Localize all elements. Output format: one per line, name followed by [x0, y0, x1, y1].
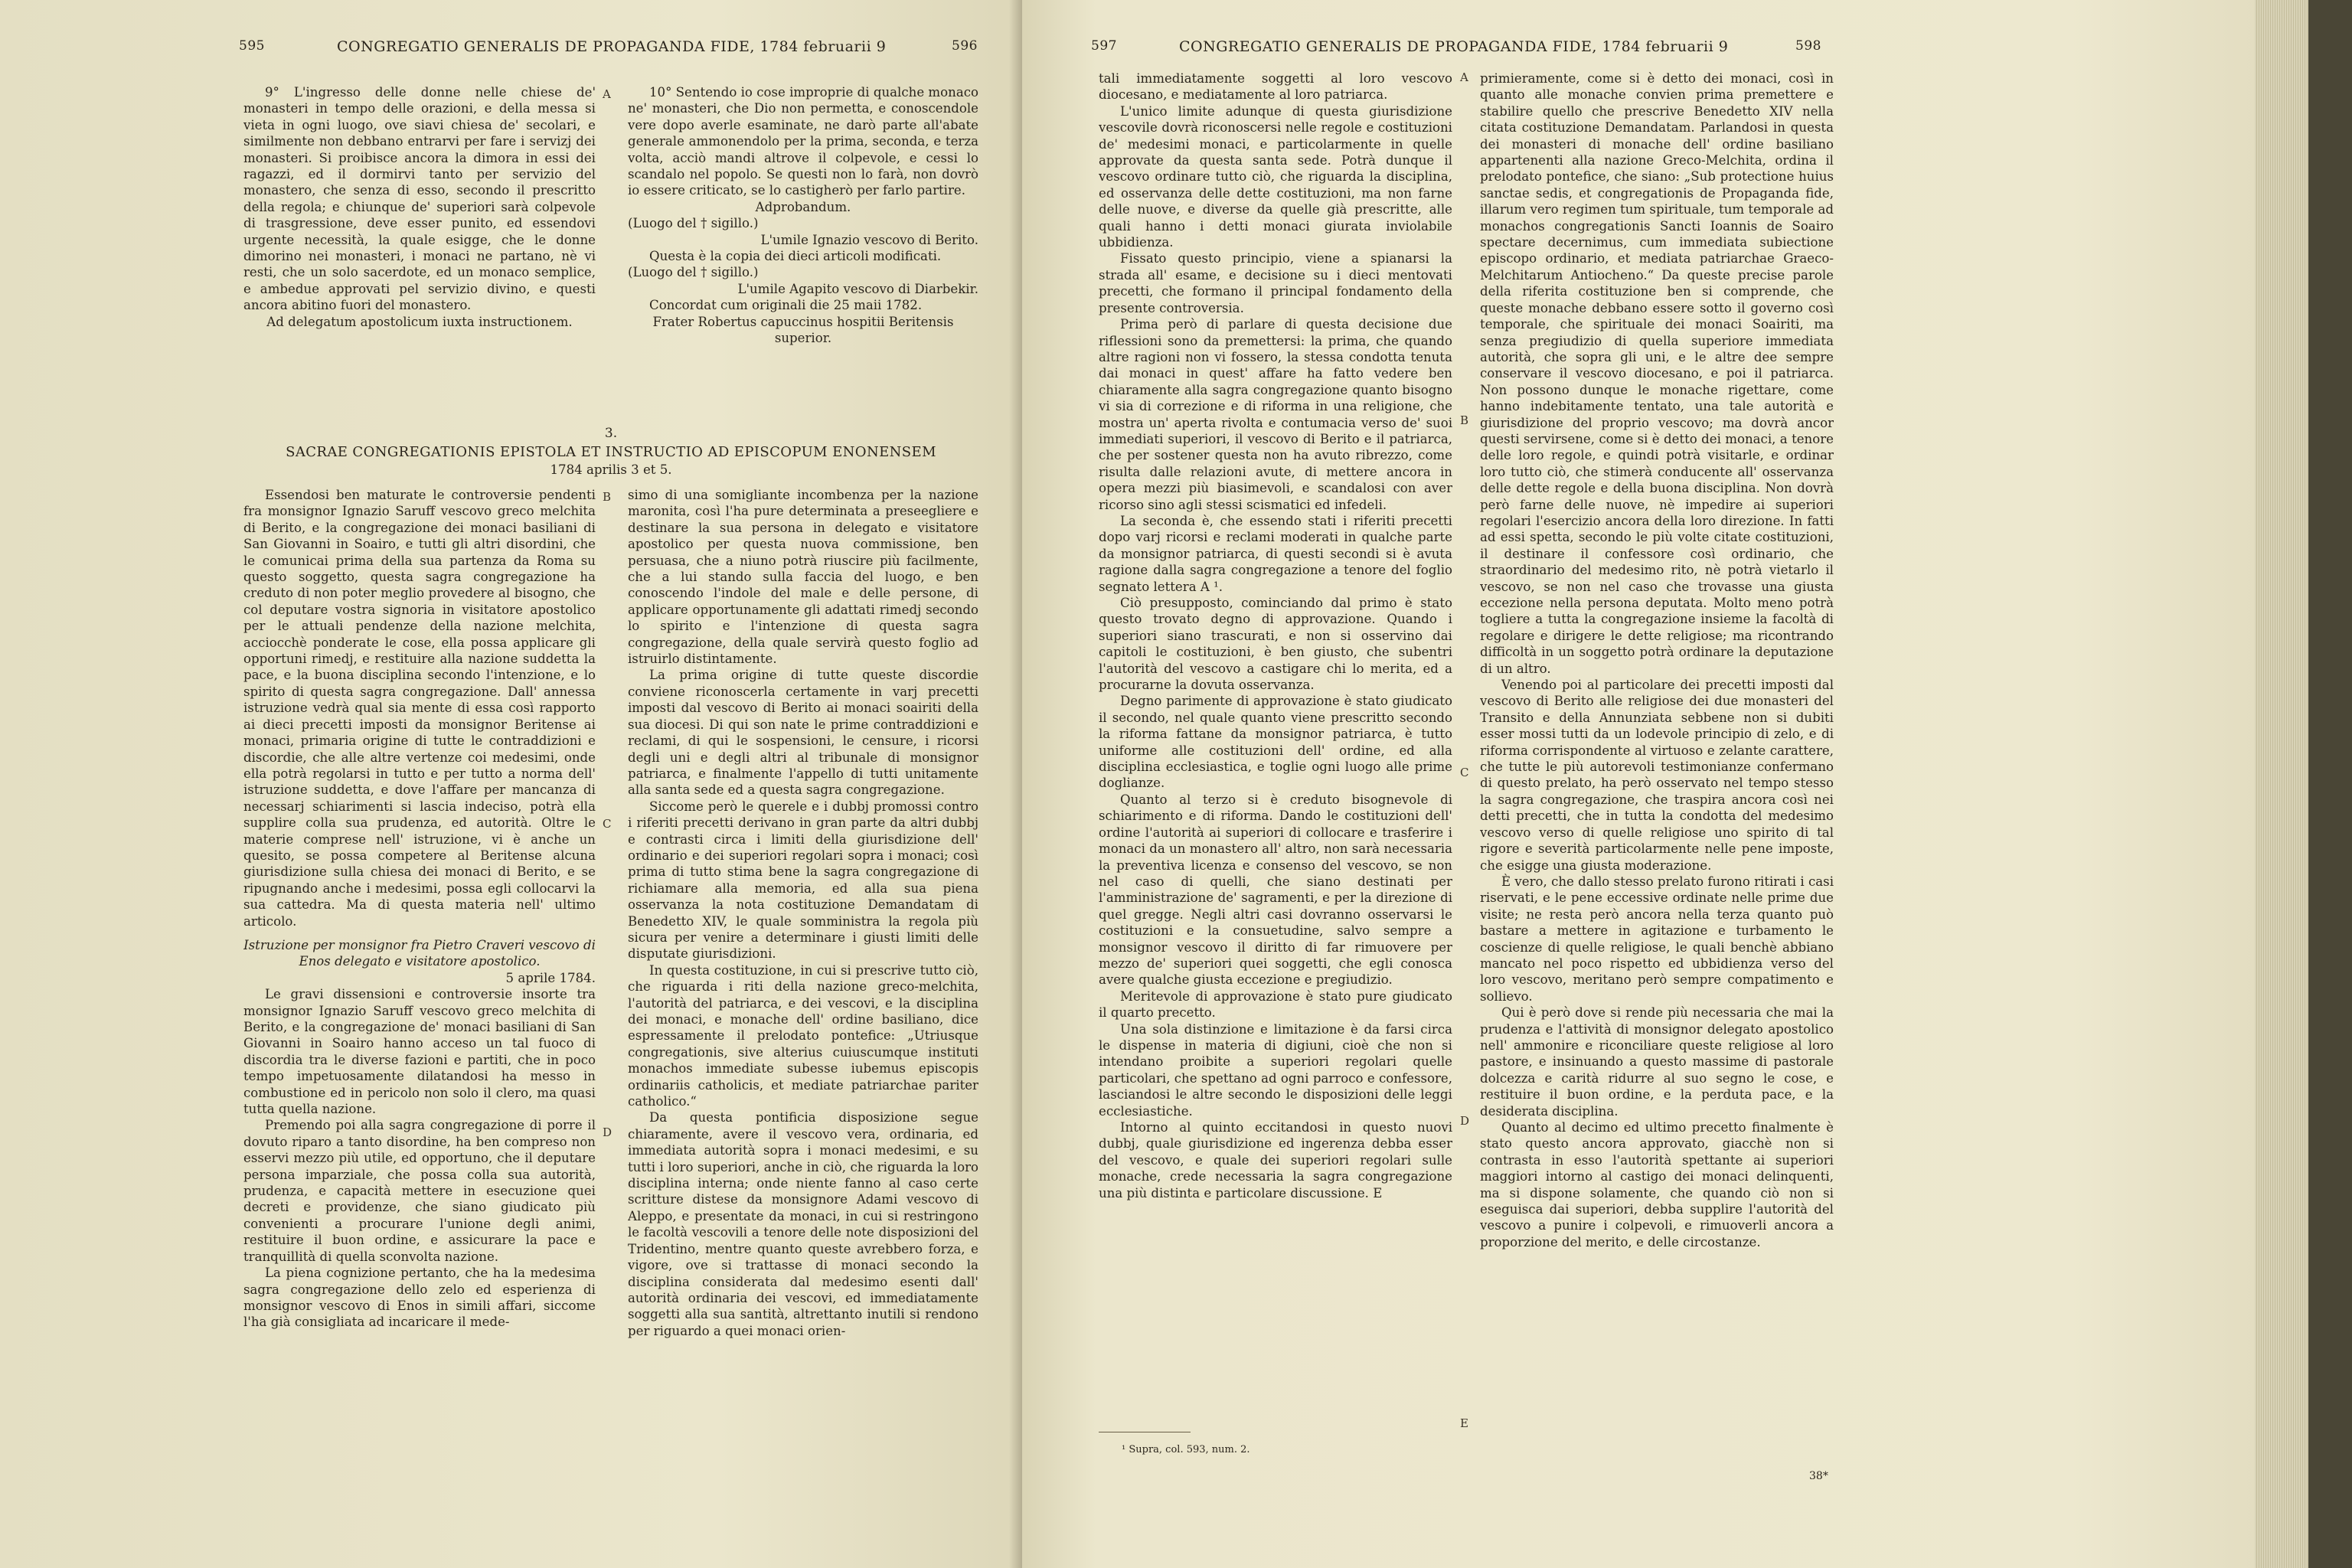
paragraph: Una sola distinzione e limitazione è da farsi circa le dispense in materia di digiuni, cioè che non si intendano proibite a superiori regolari quelle particolari, che spettano ad ogni parroco e confessore, lasciandosi le altre secondo le disposizioni delle leggi ecclesiastiche.: [1099, 1021, 1452, 1119]
running-title: CONGREGATIO GENERALIS DE PROPAGANDA FIDE, 1784 februarii 9: [1179, 38, 1729, 55]
book-page-edges: [2255, 0, 2308, 1568]
paragraph: primieramente, come si è detto dei monaci, così in quanto alle monache convien prima premettere e stabilire quello che prescrive Benedetto XIV nella citata costituzione Demandatam. Parlandosi in questa dei monasteri di monache dell' ordine basiliano appartenenti alla nazione Greco-Melchita, ordina il prelodato pontefice, che siano: „Sub protectione huius sanctae sedis, et congregationis de Propaganda fide, illarum vero regimen tum spirituale, tum temporale ad monachos congregationis Sancti Ioannis de Soairo spectare decernimus, cum immediata subiectione episcopo ordinario, et mediata patriarchae Graeco-Melchitarum Antiocheno.“ Da queste precise parole della riferita costituzione ben si comprende, che queste monache debbano essere sotto il governo così temporale, che spirituale dei monaci Soairiti, ma senza pregiudizio di quella superiore immediata autorità, che sopra gli uni, e le altre dee sempre conservare il vescovo diocesano, e poi il patriarca. Non possono dunque le monache rigettare, come hanno indebitamente tentato, una tale autorità e giurisdizione del proprio vescovo; ma dovrà ancor questi servirsene, come si è detto dei monaci, a tenore delle loro regole, e quindi potrà visitarle, e ordinar loro tutto ciò, che stimerà conducente all' osservanza delle dette regole e della buona disciplina. Non dovrà però farne delle nuove, nè impedire ai superiori regolari l'esercizio ancora della loro direzione. In fatti ad essi spetta, secondo le più volte citate costituzioni, il destinare il confessore così ordinario, che straordinario del medesimo rito, nè potrà vietarlo il vescovo, se non nel caso che trovasse una giusta eccezione nella persona deputata. Molto meno potrà togliere a tutta la congregazione insieme la facoltà di regolare e dirigere le dette religiose; ma ricontrando difficoltà in un soggetto potrà ordinare la deputazione di un altro.: [1480, 71, 1834, 676]
paragraph: La prima origine di tutte queste discordie conviene riconoscerla certamente in varj precetti imposti dal vescovo di Berito ai monaci soairiti della sua diocesi. Di qui son nate le prime contraddizioni e reclami, di qui le sospensioni, le censure, i ricorsi degli uni e degli altri al tribunale di monsignor patriarca, e finalmente l'appello di tutti unitamente alla santa sede ed a questa sagra congregazione.: [628, 668, 978, 798]
left-page: [0, 0, 1022, 1568]
section-title: SACRAE CONGREGATIONIS EPISTOLA ET INSTRUCTIO AD EPISCOPUM ENONENSEM: [286, 444, 936, 460]
footnote: ¹ Supra, col. 593, num. 2.: [1122, 1444, 1250, 1455]
left-top-column-2: [628, 84, 978, 421]
seal-note: (Luogo del † sigillo.): [628, 265, 759, 280]
paragraph: tali immediatamente soggetti al loro vescovo diocesano, e mediatamente al loro patriarca.: [1099, 71, 1452, 103]
paragraph: Da questa pontificia disposizione segue chiaramente, avere il vescovo vera, ordinaria, ed immediata autorità sopra i monaci medesimi, e su tutti i loro superiori, anche in ciò, che riguarda la loro disciplina interna; onde niente fanno al caso certe scritture distese da monsignore Adami vescovo di Aleppo, e presentate da monaci, in cui si restringono le facoltà vescovili a tenore delle note disposizioni del Tridentino, mentre quanto queste avrebbero forza, e vigore, ove si trattasse di monaci secondo la disciplina considerata dal medesimo esenti dall' autorità ordinaria dei vescovi, ed immediatamente soggetti alla sua santità, altrettanto inutili si rendono per riguardo a quei monaci orien-: [628, 1110, 978, 1338]
paragraph: Quanto al terzo si è creduto bisognevole di schiarimento e di riforma. Dando le costituzioni dell' ordine l'autorità ai superiori di collocare e trasferire i monaci da un monastero all' altro, non sarà necessaria la preventiva licenza e consenso del vescovo, se non nel caso di quelli, che siano destinati per l'amministrazione de' sagramenti, e per la direzione di quel gregge. Negli altri casi dovranno osservarsi le costituzioni e la consuetudine, salvo sempre a monsignor vescovo il diritto di far rimuovere per mezzo de' superiori quei soggetti, che egli conosca avere qualche giusta eccezione e pregiudizio.: [1099, 792, 1452, 988]
paragraph: È vero, che dallo stesso prelato furono ritirati i casi riservati, e le pene eccessive ordinate nelle prime due visite; ne resta però ancora nella terza quanto può bastare a mettere in agitazione e turbamento le coscienze di quelle religiose, le quali benchè abbiano mancato nel poco rispetto ed ubbidienza verso del loro vescovo, meritano però sempre compatimento e sollievo.: [1480, 874, 1834, 1004]
paragraph: 10° Sentendo io cose improprie di qualche monaco ne' monasteri, che Dio non permetta, e conoscendole vere dopo averle esaminate, ne darò parte all'abate generale ammonendolo per la prima, seconda, e terza volta, acciò mandi altrove il colpevole, e cessi lo scandalo nel popolo. Se questi non lo farà, non dovrò io essere criticato, se lo castigherò per farlo partire.: [628, 85, 978, 198]
paragraph: simo di una somigliante incombenza per la nazione maronita, così l'ha pure determinata a preseegliere e destinare la sua persona in delegato e visitatore apostolico per questa nuova commissione, ben persuasa, che a niuno potrà riuscire più facilmente, che a lui stando sulla faccia del luogo, e ben conoscendo l'indole del male e delle persone, di applicare opportunamente gli adattati rimedj secondo lo spirito e l'intenzione di questa sagra congregazione, della quale servirà questo foglio ad istruirlo distintamente.: [628, 488, 978, 667]
running-title: CONGREGATIO GENERALIS DE PROPAGANDA FIDE, 1784 februarii 9: [337, 38, 887, 55]
paragraph: Essendosi ben maturate le controversie pendenti fra monsignor Ignazio Saruff vescovo greco melchita di Berito, e la congregazione dei monaci basiliani di San Giovanni in Soairo, e tutti gli altri disordini, che le comunicai prima della sua partenza da Roma su questo soggetto, questa sagra congregazione ha creduto di non poter meglio provedere al bisogno, che col deputare vostra signoria in visitatore apostolico per le attuali pendenze della nazione melchita, acciocchè ponderate le cose, ella possa applicare gli opportuni rimedj, e restituire alla nazione suddetta la pace, e la buona disciplina secondo l'intenzione, e lo spirito di questa sagra congregazione. Dall' annessa istruzione vedrà qual sia mente di essa così rapporto ai dieci precetti imposti da monsignor Beritense ai monaci, primaria origine di tutte le contraddizioni e discordie, che alle altre vertenze coi medesimi, onde ella potrà regolarsi in tutto e per tutto a norma dell' istruzione suddetta, e dove l'affare per mancanza di necessarj schiarimenti si lascia indeciso, potrà ella supplire colla sua prudenza, ed autorità. Oltre le materie comprese nell' istruzione, vi è anche un quesito, se possa competere al Beritense alcuna giurisdizione sulla chiesa dei monaci di Berito, e se ripugnando anche i medesimi, possa egli collocarvi la sua cattedra. Ma di questa materia nell' ultimo articolo.: [243, 488, 596, 929]
margin-letter-c: C: [1460, 766, 1469, 779]
column-number-595: 595: [239, 38, 265, 54]
paragraph: Siccome però le querele e i dubbj promossi contro i riferiti precetti derivano in gran parte da altri dubbj e contrasti circa i limiti della giurisdizione dell' ordinario e dei superiori regolari sopra i monaci; così prima di tutto stima bene la sagra congregazione di richiamare alla memoria, ed alla sua piena osservanza la nota costituzione Demandatam di Benedetto XIV, le quale somministra la regola più sicura per venire a determinare i giusti limiti delle disputate giurisdizioni.: [628, 799, 978, 962]
paragraph: Degno parimente di approvazione è stato giudicato il secondo, nel quale quanto viene prescritto secondo la riforma fattane da monsignor patriarca, è tutto uniforme alle costituzioni dell' ordine, ed alla disciplina ecclesiastica, e toglie ogni luogo alle prime doglianze.: [1099, 694, 1452, 791]
paragraph: La seconda è, che essendo stati i riferiti precetti dopo varj ricorsi e reclami moderati in qualche parte da monsignor patriarca, di questi secondi si è avuta ragione dalla sagra congregazione a tenore del foglio segnato lettera A ¹.: [1099, 513, 1452, 594]
paragraph: Intorno al quinto eccitandosi in questo nuovi dubbj, quale giurisdizione ed ingerenza debba esser del vescovo, e quale dei superiori regolari sulle monache, crede necessaria la sagra congregazione una più distinta e particolare discussione. E: [1099, 1120, 1452, 1200]
signature: L'umile Ignazio vescovo di Berito.: [760, 232, 978, 247]
paragraph: Meritevole di approvazione è stato pure giudicato il quarto precetto.: [1099, 988, 1452, 1021]
left-bottom-column-1: [243, 487, 596, 1482]
margin-letter-c: C: [603, 817, 612, 831]
left-top-column-1: [243, 84, 596, 421]
paragraph: Fissato questo principio, viene a spianarsi la strada all' esame, e decisione su i dieci mentovati precetti, che formano il principal fondamento della presente controversia.: [1099, 251, 1452, 315]
paragraph: 9° L'ingresso delle donne nelle chiese de' monasteri in tempo delle orazioni, e della messa si vieta in ogni luogo, ove siavi chiesa de' secolari, e similmente non debbano entrarvi per fare i servizj dei monasteri. Si proibisce ancora la dimora in essi dei ragazzi, ed il dormirvi tanto per servizio del monastero, che senza di esso, secondo il prescritto della regola; e chiunque de' superiori sarà colpevole di trasgressione, deve esser punito, ed essendovi urgente necessità, la quale esigge, che le donne dimorino nei monasteri, i monaci ne partano, nè vi resti, che un solo sacerdote, ed un monaco semplice, e ambedue approvati pel servizio divino, e questi ancora abitino fuori del monastero.: [243, 85, 596, 313]
margin-letter-a: A: [603, 87, 611, 101]
paragraph: Le gravi dissensioni e controversie insorte tra monsignor Ignazio Saruff vescovo greco melchita di Berito, e la congregazione de' monaci basiliani di San Giovanni in Soairo hanno acceso un tal fuoco di discordia tra le diverse fazioni e partiti, che in poco tempo impetuosamente dilatandosi ha messo in combustione ed in pericolo non solo il clero, ma quasi tutta quella nazione.: [243, 987, 596, 1117]
column-number-598: 598: [1795, 38, 1821, 54]
margin-letter-b: B: [603, 490, 612, 504]
section-date: 1784 aprilis 3 et 5.: [550, 462, 672, 477]
right-column-1: [1099, 70, 1452, 1433]
paragraph: Ad delegatum apostolicum iuxta instructionem.: [266, 314, 573, 329]
paragraph: Venendo poi al particolare dei precetti imposti dal vescovo di Berito alle religiose dei due monasteri del Transito e della Annunziata sebbene non si dubiti esser mossi tutti da un lodevole principio di zelo, e di riforma corrispondente al virtuoso e zelante carattere, che tutte le più autorevoli testimonianze confermano di questo prelato, ha però osservato nel tempo stesso la sagra congregazione, che traspira ancora così nei detti precetti, che in tutta la condotta del medesimo vescovo verso di quelle religiose uno spirito di tal rigore e severità particolarmente nelle pene imposte, che esigge una giusta moderazione.: [1480, 678, 1834, 873]
right-column-2: [1480, 70, 1834, 1472]
paragraph: Concordat cum originali die 25 maii 1782.: [649, 298, 923, 313]
right-page: [1022, 0, 2255, 1568]
book-cover: [2308, 0, 2352, 1568]
section-number: 3.: [604, 426, 618, 441]
instruction-date: 5 aprile 1784.: [505, 970, 596, 985]
instruction-heading: Istruzione per monsignor fra Pietro Craveri vescovo di Enos delegato e visitatore apostolico.: [243, 937, 596, 969]
margin-letter-a: A: [1460, 70, 1468, 84]
paragraph: L'unico limite adunque di questa giurisdizione vescovile dovrà riconoscersi nelle regole e costituzioni de' medesimi monaci, e particolarmente in quelle approvate da questa santa sede. Potrà dunque il vescovo ordinare tutto ciò, che riguarda la disciplina, ed osservanza delle dette costituzioni, ma non farne delle nuove, e diverse da quelle già prescritte, alle quali hanno i detti monaci giurata inviolabile ubbidienza.: [1099, 103, 1452, 250]
left-bottom-column-2: [628, 487, 978, 1482]
margin-letter-b: B: [1460, 413, 1469, 427]
signature: Frater Robertus capuccinus hospitii Beritensis superior.: [652, 314, 954, 346]
paragraph: Quanto al decimo ed ultimo precetto finalmente è stato questo ancora approvato, giacchè non si contrasta in esso l'autorità spettante ai superiori maggiori intorno al castigo dei monaci delinquenti, ma si dispone solamente, che quando ciò non si eseguisca dai superiori, debba supplire l'autorità del vescovo a punire i colpevoli, e rimuoverli ancora a proporzione del merito, e delle circostanze.: [1480, 1120, 1834, 1250]
margin-letter-e: E: [1460, 1416, 1468, 1430]
paragraph: Adprobandum.: [755, 199, 851, 214]
seal-note: (Luogo del † sigillo.): [628, 216, 759, 231]
paragraph: Prima però di parlare di questa decisione due riflessioni sono da premettersi: la prima, che quando altre ragioni non vi fossero, la stessa condotta tenuta dai monaci in quest' affare ha fatto vedere ben chiaramente alla sagra congregazione quanto bisogno vi sia di correzione e di riforma in una religione, che mostra un' aperta rivolta e contumacia verso de' suoi immediati superiori, il vescovo di Berito e il patriarca, che per sostener questa non ha avuto ribrezzo, come risulta dalle relazioni avute, di mettere ancora in opera mezzi più biasimevoli, e scandalosi con aver ricorso sino agli stessi scismatici ed infedeli.: [1099, 317, 1452, 512]
signature-mark: 38*: [1809, 1470, 1828, 1482]
margin-letter-d: D: [603, 1125, 612, 1139]
paragraph: La piena cognizione pertanto, che ha la medesima sagra congregazione dello zelo ed esperienza di monsignor vescovo di Enos in simili affari, siccome l'ha già consigliata ad incaricare il mede-: [243, 1266, 596, 1330]
paragraph: Qui è però dove si rende più necessaria che mai la prudenza e l'attività di monsignor delegato apostolico nell' ammonire e riconciliare queste religiose al loro pastore, e insinuando a questo massime di pastorale dolcezza e carità ridurre al suo segno le cose, e restituire il buon ordine, e la perduta pace, e la desiderata disciplina.: [1480, 1005, 1834, 1119]
paragraph: Questa è la copia dei dieci articoli modificati.: [649, 249, 942, 264]
paragraph: Ciò presupposto, cominciando dal primo è stato questo trovato degno di approvazione. Quando i superiori siano trascurati, e non si osservino dai capitoli le costituzioni, è ben giusto, che subentri l'autorità del vescovo a castigare chi lo merita, ed a procurarne la dovuta osservanza.: [1099, 596, 1452, 693]
column-number-597: 597: [1091, 38, 1117, 54]
paragraph: In questa costituzione, in cui si prescrive tutto ciò, che riguarda i riti della nazione greco-melchita, l'autorità del patriarca, e dei vescovi, e la disciplina dei monaci, e monache dell' ordine basiliano, dice espressamente il prelodato pontefice: „Utriusque congregationis, sive alterius cuiuscumque instituti monachos immediate subesse iubemus episcopis ordinariis catholicis, et mediate patriarchae pariter catholico.“: [628, 962, 978, 1109]
margin-letter-d: D: [1460, 1114, 1470, 1128]
paragraph: Premendo poi alla sagra congregazione di porre il dovuto riparo a tanto disordine, ha ben compreso non esservi mezzo più utile, ed opportuno, che il deputare persona imparziale, che possa colla sua autorità, prudenza, e capacità mettere in esecuzione quei decreti e providenze, che siano giudicato più convenienti a procurare l'unione degli animi, restituire il buon ordine, e assicurare la pace e tranquillità di quella sconvolta nazione.: [243, 1118, 596, 1264]
column-number-596: 596: [952, 38, 978, 54]
signature: L'umile Agapito vescovo di Diarbekir.: [737, 281, 978, 296]
